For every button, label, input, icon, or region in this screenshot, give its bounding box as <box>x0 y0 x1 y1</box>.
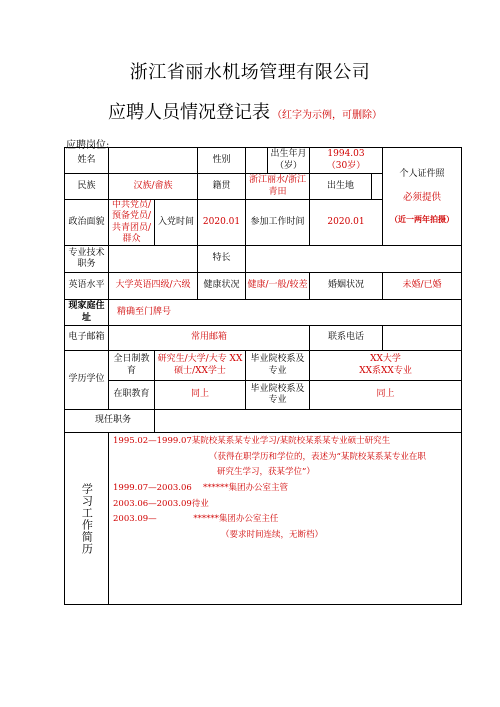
birthplace-value[interactable] <box>372 174 383 200</box>
resume-line: 2003.09— ******集团办公室主任 <box>113 514 279 525</box>
ethnicity-label: 民族 <box>65 174 109 200</box>
birth-label: 出生年月（岁） <box>268 148 310 174</box>
photo-note-2: （近一两年拍摄） <box>390 214 455 225</box>
address-value[interactable]: 精确至门牌号 <box>109 300 462 326</box>
fulltime-school-1: XX大学 <box>370 354 401 365</box>
photo-note: 必须提供 <box>403 192 442 204</box>
resume-line: 1995.02—1999.07某院校某系某专业学习/某院校某系某专业硕士研究生 <box>113 436 391 446</box>
fulltime-edu-value[interactable]: 研究生/大学/大专 XX硕士/XX学士 <box>155 351 246 381</box>
specialty-label: 特长 <box>198 246 246 273</box>
health-value[interactable]: 健康/一般/较差 <box>246 273 310 300</box>
form-note: （红字为示例，可删除） <box>272 110 382 121</box>
photo-cell[interactable] <box>383 148 462 246</box>
inservice-school-value[interactable]: 同上 <box>310 381 462 410</box>
political-label: 政治面貌 <box>65 200 109 246</box>
tech-title-label: 专业技术职务 <box>65 246 109 273</box>
phone-label: 联系电话 <box>310 326 383 351</box>
inservice-edu-value[interactable]: 同上 <box>155 381 246 410</box>
tech-title-value[interactable] <box>109 246 198 273</box>
inservice-school-label: 毕业院校系及专业 <box>246 381 310 410</box>
fulltime-school-2: XX系XX专业 <box>359 365 412 376</box>
address-label: 现家庭住址 <box>65 300 109 326</box>
party-time-value[interactable]: 2020.01 <box>198 200 246 246</box>
phone-value[interactable] <box>383 326 462 351</box>
birth-value[interactable] <box>310 148 383 174</box>
current-job-label: 现任职务 <box>65 410 155 433</box>
party-time-label: 入党时间 <box>155 200 198 246</box>
form-title-line <box>108 98 382 124</box>
email-value[interactable]: 常用邮箱 <box>109 326 310 351</box>
birthplace-label: 出生地 <box>310 174 372 200</box>
email-label: 电子邮箱 <box>65 326 109 351</box>
current-job-value[interactable] <box>155 410 462 433</box>
birth-age: （30岁） <box>326 160 366 171</box>
name-value[interactable] <box>109 148 198 174</box>
native-place-label: 籍贯 <box>198 174 246 200</box>
gender-value[interactable] <box>246 148 268 174</box>
photo-label: 个人证件照 <box>399 168 445 179</box>
birth-date: 1994.03 <box>327 149 365 160</box>
form-title: 应聘人员情况登记表 <box>108 102 270 123</box>
marital-value[interactable]: 未婚/已婚 <box>383 273 462 300</box>
registration-form <box>64 147 462 605</box>
gender-label: 性别 <box>198 148 246 174</box>
resume-value[interactable] <box>109 433 462 605</box>
fulltime-school-label: 毕业院校系及专业 <box>246 351 310 381</box>
resume-line: 研究生学习，获某学位”） <box>217 467 315 478</box>
inservice-edu-label: 在职教育 <box>109 381 155 410</box>
english-label: 英语水平 <box>65 273 109 300</box>
name-label: 姓名 <box>65 148 109 174</box>
work-start-value[interactable]: 2020.01 <box>310 200 383 246</box>
resume-label: 学习工作简历 <box>80 482 94 555</box>
resume-line: （获得在职学历和学位的，表述为“某院校某系某专业在职 <box>209 451 426 462</box>
resume-line: 1999.07—2003.06 ******集团办公室主管 <box>113 482 289 493</box>
health-label: 健康状况 <box>198 273 246 300</box>
marital-label: 婚姻状况 <box>310 273 383 300</box>
resume-label-cell <box>65 433 109 605</box>
ethnicity-value[interactable]: 汉族/畲族 <box>109 174 198 200</box>
fulltime-school-value[interactable] <box>310 351 462 381</box>
company-name: 浙江省丽水机场管理有限公司 <box>129 62 371 83</box>
specialty-value[interactable] <box>246 246 462 273</box>
english-value[interactable]: 大学英语四级/六级 <box>109 273 198 300</box>
resume-line: 2003.06—2003.09待业 <box>113 498 209 509</box>
position-label: 应聘岗位: <box>66 140 110 151</box>
fulltime-edu-label: 全日制教育 <box>109 351 155 381</box>
work-start-label: 参加工作时间 <box>246 200 310 246</box>
native-place-value[interactable]: 浙江丽水/浙江青田 <box>246 174 310 200</box>
political-value[interactable]: 中共党员/预备党员/共青团员/群众 <box>109 200 155 246</box>
resume-line: （要求时间连续，无断档） <box>221 529 324 540</box>
education-label: 学历学位 <box>65 351 109 410</box>
